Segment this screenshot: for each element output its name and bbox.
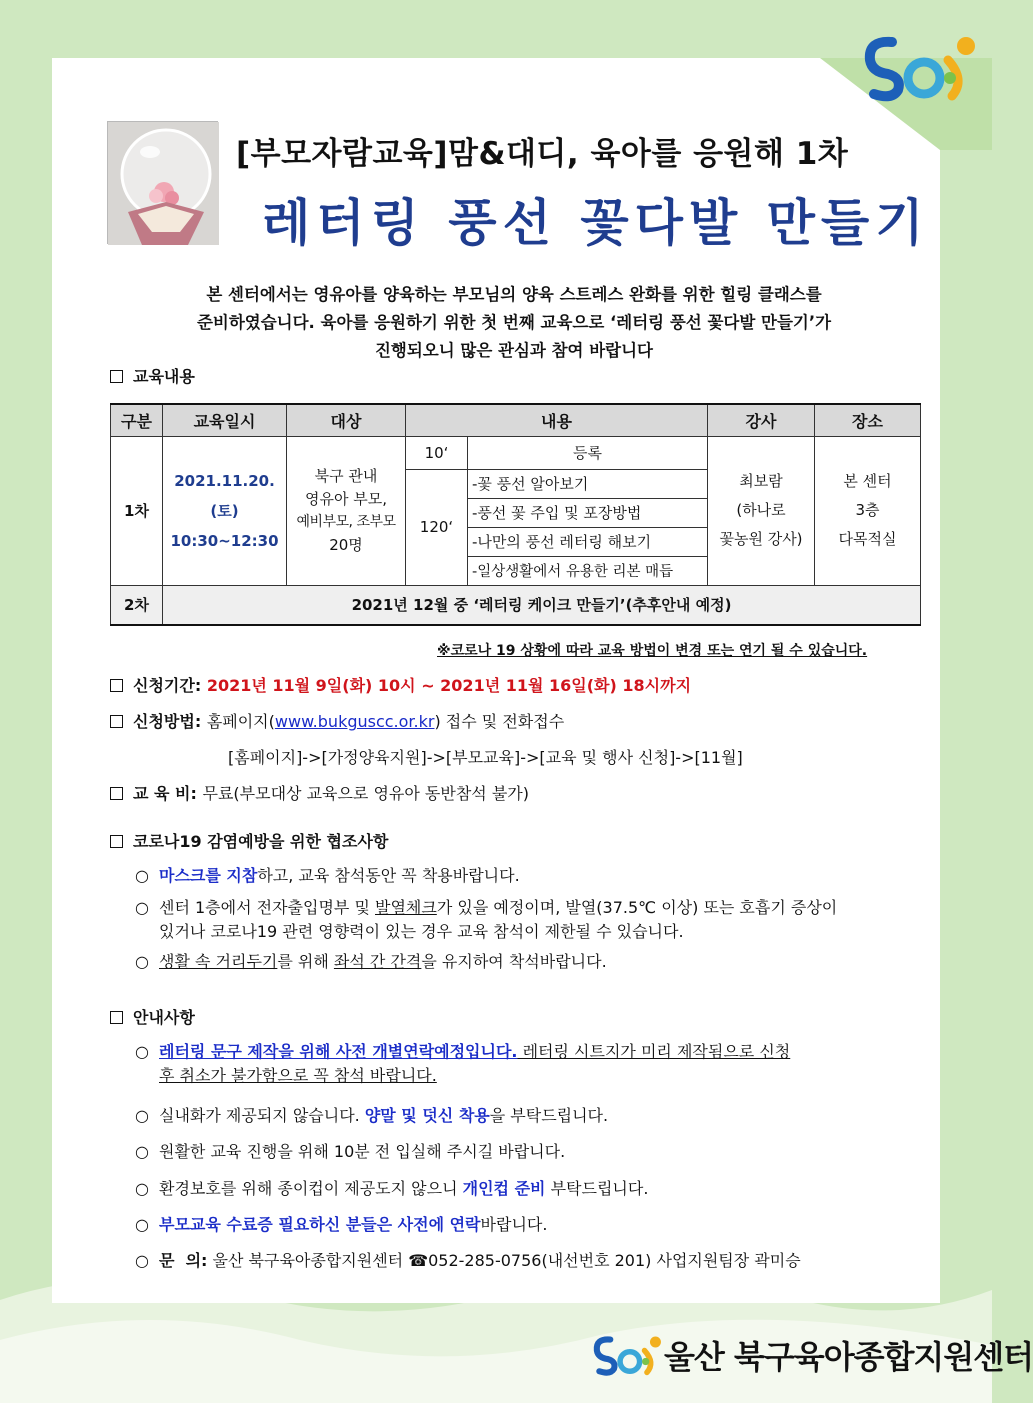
intro-line: 본 센터에서는 영유아를 양육하는 부모님의 양육 스트레스 완화를 위한 힐링 클래스를: [206, 285, 822, 304]
menu-path: [홈페이지]->[가정양육지원]->[부모교육]->[교육 및 행사 신청]->[11월]: [228, 748, 743, 767]
item-text: 를 위해: [277, 952, 334, 971]
item-text: 후 취소가 불가함으로 꼭 참석 바랍니다.: [159, 1066, 437, 1085]
table-cell-round: 2차: [111, 585, 163, 625]
table-cell-content: 등록: [468, 436, 708, 469]
page-subtitle: 레터링 풍선 꽃다발 만들기: [262, 194, 930, 252]
bullet-circle-icon: ○: [135, 1106, 149, 1125]
section-covid: [110, 829, 388, 852]
field-label: 문 의:: [159, 1251, 208, 1270]
table-cell-date: [163, 436, 287, 585]
checkbox-square-icon: [110, 787, 123, 800]
table-header: 구분: [111, 404, 163, 436]
place-line: 다목적실: [838, 530, 897, 548]
section-education-content: [110, 364, 195, 387]
field-label: 신청기간:: [133, 676, 202, 695]
content-item: -풍선 꽃 주입 및 포장방법: [468, 498, 708, 527]
table-header: 강사: [708, 404, 815, 436]
intro-line: 준비하였습니다. 육아를 응원하기 위한 첫 번째 교육으로 ‘레터링 풍선 꽃다발 만들기’가: [196, 313, 832, 332]
content-item: -꽃 풍선 알아보기: [468, 469, 708, 498]
application-period-value: 2021년 11월 9일(화) 10시 ~ 2021년 11월 16일(화) 18시까지: [206, 676, 692, 695]
highlight-text: 레터링 문구 제작을 위해 사전 개별연락예정입니다.: [159, 1042, 518, 1061]
highlight-text: 양말 및 덧신 착용: [364, 1106, 490, 1125]
underline-text: 발열체크: [375, 898, 437, 917]
teacher-line: 최보람: [739, 472, 783, 490]
section-guide: [110, 1005, 195, 1028]
list-item: [135, 950, 607, 974]
table-cell-round2-content: 2021년 12월 중 ‘레터링 케이크 만들기’(추후안내 예정): [163, 585, 921, 625]
contact-info: 울산 북구육아종합지원센터 ☎052-285-0756(내선번호 201) 사업지원팀장 곽미승: [212, 1251, 801, 1270]
place-line: 본 센터: [843, 472, 892, 490]
underline-text: 좌석 간 간격: [333, 952, 422, 971]
list-item: [135, 1249, 801, 1273]
list-item: [135, 864, 520, 888]
section-title: 코로나19 감염예방을 위한 협조사항: [133, 832, 389, 851]
bullet-circle-icon: ○: [135, 1179, 149, 1198]
bullet-circle-icon: ○: [135, 1142, 149, 1161]
checkbox-square-icon: [110, 715, 123, 728]
checkbox-square-icon: [110, 1011, 123, 1024]
item-text: 환경보호를 위해 종이컵이 제공도지 않으니: [159, 1179, 463, 1198]
table-cell-place: [815, 436, 921, 585]
highlight-text: 개인컵 준비: [462, 1179, 546, 1198]
item-text: 바랍니다.: [480, 1215, 548, 1234]
target-line: 20명: [329, 535, 363, 554]
date-text: 2021.11.20.(토): [174, 471, 275, 520]
teacher-line: 꽃농원 강사): [719, 530, 803, 548]
fee-value: 무료(부모대상 교육으로 영유아 동반참석 불가): [202, 784, 529, 803]
item-text: 원활한 교육 진행을 위해 10분 전 입실해 주시길 바랍니다.: [159, 1142, 566, 1161]
table-cell-round: 1차: [111, 436, 163, 585]
list-item: [135, 1213, 547, 1237]
table-header: 내용: [406, 404, 708, 436]
item-text: 가 있을 예정이며, 발열(37.5℃ 이상) 또는 호흡기 증상이: [436, 898, 838, 917]
bullet-circle-icon: ○: [135, 1042, 149, 1061]
highlight-text: 마스크를 지참: [159, 866, 258, 885]
covid-notice: ※코로나 19 상황에 따라 교육 방법이 변경 또는 연기 될 수 있습니다.: [437, 643, 868, 659]
table-header: 대상: [287, 404, 406, 436]
item-text: 을 부탁드립니다.: [489, 1106, 609, 1125]
target-line: 예비부모, 조부모: [296, 513, 396, 530]
teacher-line: (하나로: [736, 501, 786, 519]
footer-org-name: 울산 북구육아종합지원센터: [664, 1338, 1033, 1376]
underline-text: 생활 속 거리두기: [159, 952, 278, 971]
method-prefix: 홈페이지(: [206, 712, 275, 731]
table-cell-duration: 120‘: [406, 469, 468, 585]
table-header: 장소: [815, 404, 921, 436]
center-logo-icon: [862, 30, 980, 108]
list-item: [135, 896, 925, 944]
section-application-method: [110, 709, 564, 732]
field-label: 교 육 비:: [133, 784, 197, 803]
method-suffix: ) 접수 및 전화접수: [434, 712, 565, 731]
table-cell-duration: 10‘: [406, 436, 468, 469]
bullet-circle-icon: ○: [135, 898, 149, 917]
bullet-circle-icon: ○: [135, 1215, 149, 1234]
education-table: [110, 403, 921, 626]
list-item: [135, 1040, 925, 1088]
item-text: 하고, 교육 참석동안 꼭 착용바랍니다.: [257, 866, 520, 885]
checkbox-square-icon: [110, 370, 123, 383]
item-text: 센터 1층에서 전자출입명부 및: [159, 898, 375, 917]
content-item: -일상생활에서 유용한 리본 매듭: [468, 556, 708, 585]
time-text: 10:30~12:30: [170, 531, 279, 550]
section-title: 교육내용: [133, 367, 195, 386]
place-line: 3층: [855, 501, 880, 519]
balloon-bouquet-photo: [107, 121, 218, 244]
list-item: [135, 1140, 565, 1164]
list-item: [135, 1177, 648, 1201]
item-text: 레터링 시트지가 미리 제작됨으로 신청: [517, 1042, 791, 1061]
field-label: 신청방법:: [133, 712, 202, 731]
table-cell-target: [287, 436, 406, 585]
item-text: 있거나 코로나19 관련 영향력이 있는 경우 교육 참석이 제한될 수 있습니다.: [159, 922, 684, 941]
bullet-circle-icon: ○: [135, 952, 149, 971]
content-item: -나만의 풍선 레터링 해보기: [468, 527, 708, 556]
item-text: 실내화가 제공되지 않습니다.: [159, 1106, 365, 1125]
checkbox-square-icon: [110, 679, 123, 692]
page-title: [부모자람교육]맘&대디, 육아를 응원해 1차: [236, 136, 849, 172]
table-cell-teacher: [708, 436, 815, 585]
target-line: 영유아 부모,: [305, 489, 387, 508]
highlight-text: 부모교육 수료증 필요하신 분들은 사전에 연락: [159, 1215, 481, 1234]
item-text: 부탁드립니다.: [545, 1179, 649, 1198]
section-fee: [110, 781, 529, 804]
table-header: 교육일시: [163, 404, 287, 436]
target-line: 북구 관내: [314, 466, 378, 485]
list-item: [135, 1104, 608, 1128]
bullet-circle-icon: ○: [135, 866, 149, 885]
footer-logo-icon: [592, 1326, 664, 1386]
intro-paragraph: [108, 281, 920, 365]
section-application-period: [110, 673, 691, 696]
bullet-circle-icon: ○: [135, 1251, 149, 1270]
homepage-link[interactable]: www.bukguscc.or.kr: [274, 712, 435, 731]
section-title: 안내사항: [133, 1008, 195, 1027]
intro-line: 진행되오니 많은 관심과 참여 바랍니다: [374, 341, 653, 360]
checkbox-square-icon: [110, 835, 123, 848]
item-text: 을 유지하여 착석바랍니다.: [421, 952, 607, 971]
